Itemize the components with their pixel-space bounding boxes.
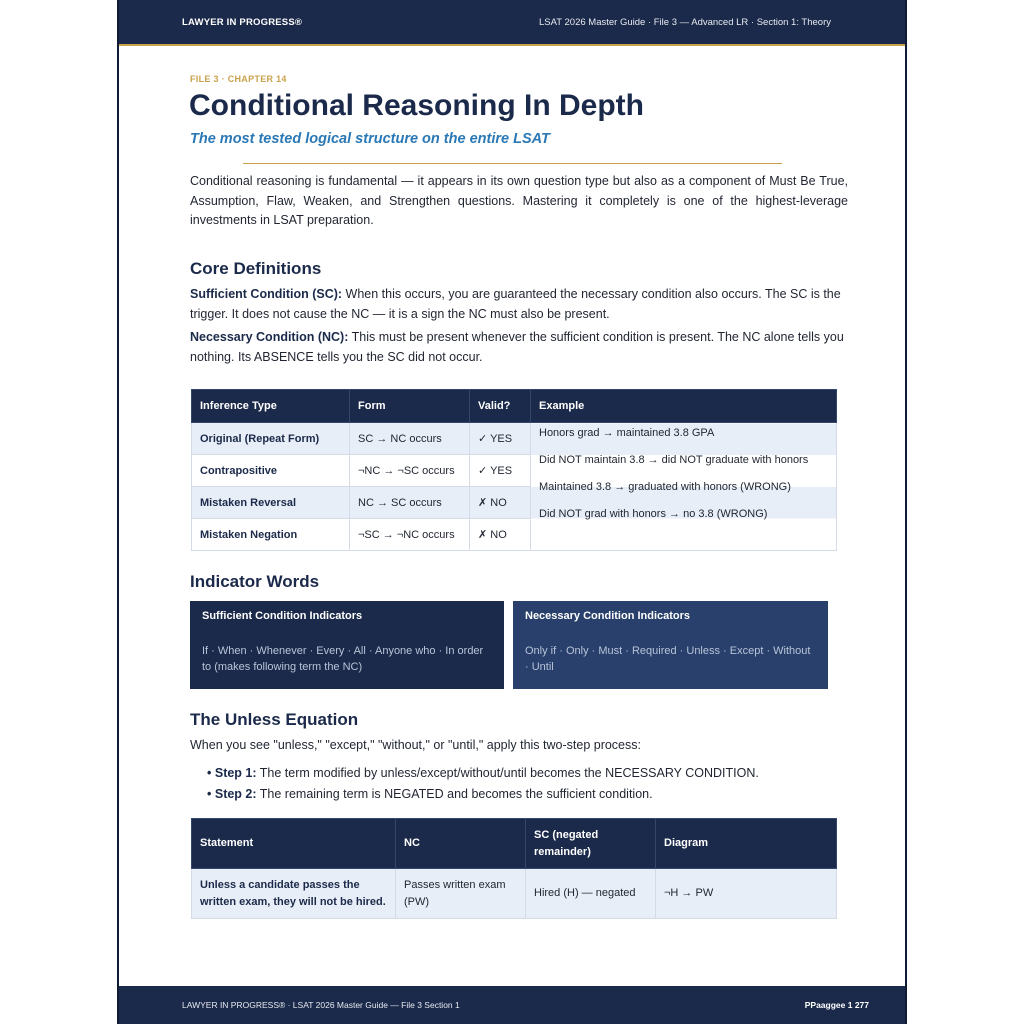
core-definitions-heading: Core Definitions [190,259,322,278]
necessary-indicators-title: Necessary Condition Indicators [525,610,691,622]
necessary-indicators-words: Only if · Only · Must · Required · Unless · Except · Without · Until [525,645,811,673]
table-row [192,423,837,455]
necessary-text: This must be present whenever the sufficient condition is present. The NC alone tells you nothing. Its ABSENCE tells you the SC did not occur. [190,330,844,364]
column-header: Diagram [656,819,837,869]
indicator-words-heading: Indicator Words [190,572,320,591]
table-row [192,869,837,919]
inference-type-cell: Mistaken Reversal [192,487,350,519]
valid-cell: ✗ NO [470,487,531,519]
step-label: Step 1: [214,766,257,780]
inference-table-header [192,390,837,423]
step-text: The term modified by unless/except/without/until becomes the NECESSARY CONDITION. [256,766,759,780]
statement-cell: Unless a candidate passes the written exam, they will not be hired. [192,869,396,919]
necessary-indicators-box [513,601,828,689]
footer-title: LAWYER IN PROGRESS® · LSAT 2026 Master Guide — File 3 Section 1 [182,1000,460,1010]
column-header: Valid? [470,390,531,423]
sufficient-text: When this occurs, you are guaranteed the necessary condition also occurs. The SC is the trigger. It does not cause the NC — it is a sign the NC must also be present. [190,287,841,321]
sc-cell: Hired (H) — negated [526,869,656,919]
inference-type-cell: Contrapositive [192,455,350,487]
examples-cell [531,423,837,551]
document-page [117,0,907,1024]
column-header: Statement [192,819,396,869]
example-line: Did NOT maintain 3.8 → did NOT graduate with honors [539,454,809,466]
form-cell: ¬NC → ¬SC occurs [350,455,470,487]
sufficient-term: Sufficient Condition (SC): [190,287,343,301]
diagram-cell: ¬H → PW [656,869,837,919]
brand-name: LAWYER IN PROGRESS® [182,17,303,28]
example-line: Did NOT grad with honors → no 3.8 (WRONG) [539,508,768,520]
step-text: The remaining term is NEGATED and becomes the sufficient condition. [256,787,653,801]
chapter-eyebrow: FILE 3 · CHAPTER 14 [190,74,287,84]
title-divider [243,163,782,164]
column-header: SC (negated remainder) [526,819,656,869]
example-line: Honors grad → maintained 3.8 GPA [539,427,715,439]
example-line: Maintained 3.8 → graduated with honors (WRONG) [539,481,791,493]
list-item: • Step 2: The remaining term is NEGATED and becomes the sufficient condition. [207,787,653,801]
column-header: Example [531,390,837,423]
header-breadcrumb: LSAT 2026 Master Guide · File 3 — Advanced LR · Section 1: Theory [538,17,831,28]
page-number: PPaaggee 1 277 [804,1000,869,1010]
unless-equation-heading: The Unless Equation [190,710,359,729]
form-cell: NC → SC occurs [350,487,470,519]
form-cell: SC → NC occurs [350,423,470,455]
necessary-definition [190,328,850,367]
page-title: Conditional Reasoning In Depth [189,89,644,122]
column-header: Inference Type [192,390,350,423]
inference-type-cell: Original (Repeat Form) [192,423,350,455]
column-header: NC [396,819,526,869]
page-footer [119,986,905,1024]
unless-steps [207,763,759,805]
column-header: Form [350,390,470,423]
valid-cell: ✓ YES [470,423,531,455]
step-label: Step 2: [214,787,257,801]
valid-cell: ✗ NO [470,519,531,551]
sufficient-indicators-words: If · When · Whenever · Every · All · Anyone who · In order to (makes following term the NC) [202,645,484,673]
unless-table [191,818,837,919]
unless-intro: When you see "unless," "except," "without," or "until," apply this two-step process: [190,738,641,752]
form-cell: ¬SC → ¬NC occurs [350,519,470,551]
list-item: • Step 1: The term modified by unless/except/without/until becomes the NECESSARY CONDITION. [207,766,759,780]
inference-table [191,389,837,551]
page-header [119,0,905,46]
nc-cell: Passes written exam (PW) [396,869,526,919]
unless-table-header [192,819,837,869]
sufficient-indicators-box [190,601,504,689]
inference-type-cell: Mistaken Negation [192,519,350,551]
necessary-term: Necessary Condition (NC): [190,330,349,344]
sufficient-definition [190,285,850,324]
valid-cell: ✓ YES [470,455,531,487]
page-subtitle: The most tested logical structure on the entire LSAT [190,131,550,147]
intro-paragraph: Conditional reasoning is fundamental — it appears in its own question type but also as a component of Must Be True, Assumption, Flaw, Weaken, and Strengthen questions. Mastering it completely is one of the highest-leverage investments in LSAT preparation. [190,174,848,227]
sufficient-indicators-title: Sufficient Condition Indicators [202,610,363,622]
